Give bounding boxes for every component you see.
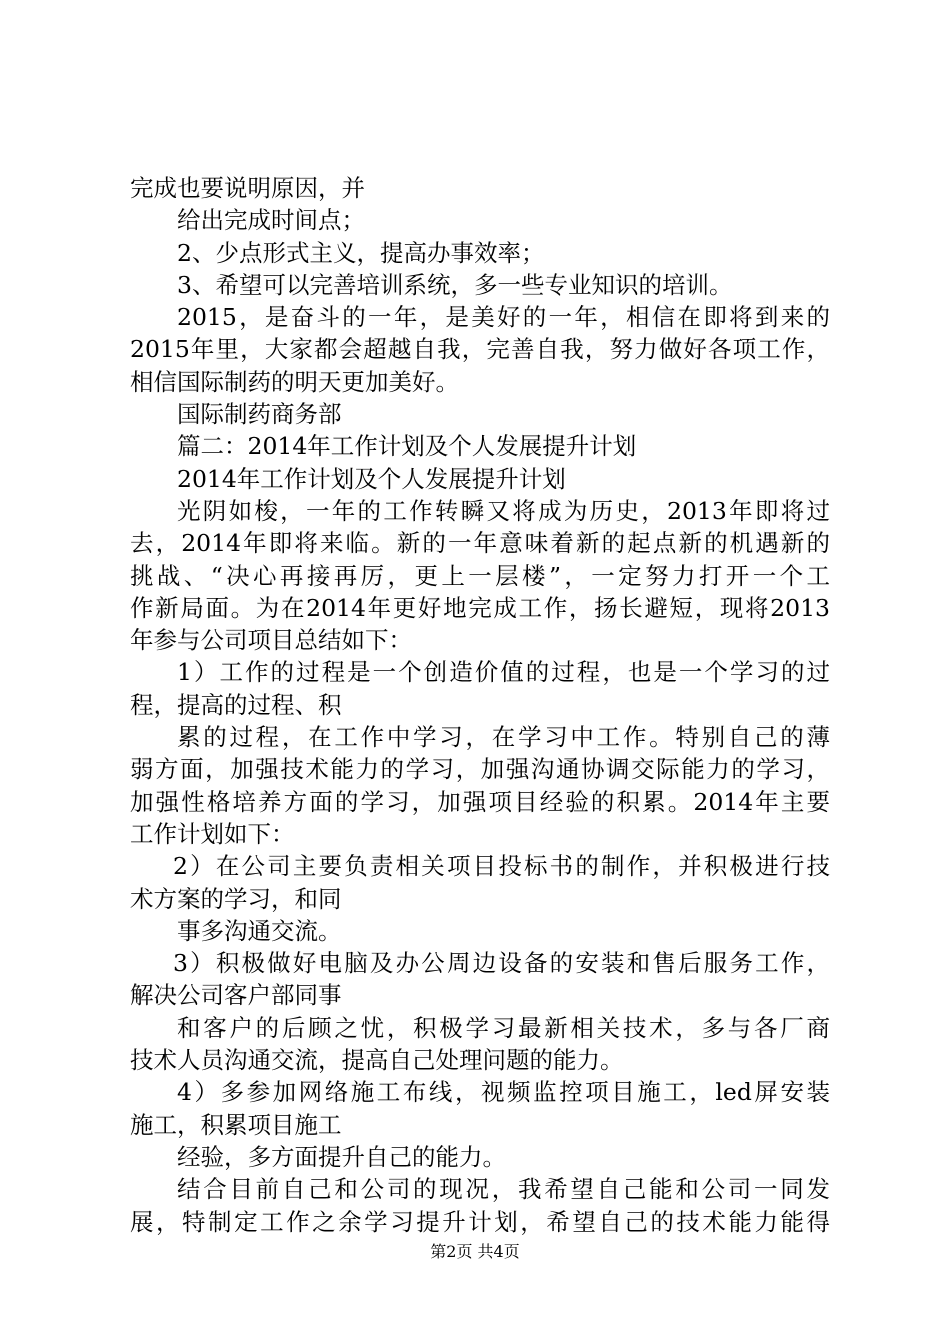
text-line: 解决公司客户部同事 xyxy=(130,981,342,1010)
text-line: 4）多参加网络施工布线，视频监控项目施工，led屏安装 xyxy=(177,1078,830,1107)
text-line: 加强性格培养方面的学习，加强项目经验的积累。2014年主要 xyxy=(130,787,830,816)
text-line: 完成也要说明原因，并 xyxy=(130,174,365,202)
text-line: 累的过程，在工作中学习，在学习中工作。特别自己的薄 xyxy=(177,723,830,752)
text-line: 和客户的后顾之忧，积极学习最新相关技术，多与各厂商 xyxy=(177,1013,830,1042)
text-line: 2014年工作计划及个人发展提升计划 xyxy=(177,464,566,493)
text-line: 篇二：2014年工作计划及个人发展提升计划 xyxy=(177,432,637,461)
text-line: 作新局面。为在2014年更好地完成工作，扬长避短，现将2013 xyxy=(130,593,830,622)
text-line: 程，提高的过程、积 xyxy=(130,690,342,719)
text-line: 2）在公司主要负责相关项目投标书的制作，并积极进行技 xyxy=(173,852,830,881)
text-line: 施工，积累项目施工 xyxy=(130,1110,342,1139)
document-body xyxy=(130,172,830,1238)
text-line: 去，2014年即将来临。新的一年意味着新的起点新的机遇新的 xyxy=(130,529,830,558)
text-line: 展，特制定工作之余学习提升计划，希望自己的技术能力能得 xyxy=(130,1207,830,1236)
text-line: 3、希望可以完善培训系统，多一些专业知识的培训。 xyxy=(177,270,733,299)
text-line: 国际制药商务部 xyxy=(177,400,342,429)
text-line: 2015，是奋斗的一年，是美好的一年，相信在即将到来的 xyxy=(177,303,830,332)
text-line: 1）工作的过程是一个创造价值的过程，也是一个学习的过 xyxy=(177,658,830,687)
text-line: 结合目前自己和公司的现况，我希望自己能和公司一同发 xyxy=(177,1175,830,1204)
text-line: 年参与公司项目总结如下： xyxy=(130,626,412,655)
text-line: 术方案的学习，和同 xyxy=(130,884,342,913)
text-line: 相信国际制药的明天更加美好。 xyxy=(130,367,459,396)
text-line: 光阴如梭，一年的工作转瞬又将成为历史，2013年即将过 xyxy=(177,496,830,525)
text-line: 2015年里，大家都会超越自我，完善自我，努力做好各项工作， xyxy=(130,335,830,364)
text-line: 给出完成时间点； xyxy=(177,206,365,235)
text-line: 工作计划如下： xyxy=(130,819,295,848)
page-number: 第2页 共4页 xyxy=(430,1242,520,1261)
text-line: 挑战、“决心再接再厉，更上一层楼”，一定努力打开一个工 xyxy=(130,561,830,590)
text-line: 经验，多方面提升自己的能力。 xyxy=(177,1142,506,1171)
text-line: 3）积极做好电脑及办公周边设备的安装和售后服务工作， xyxy=(173,949,830,978)
text-line: 2、少点形式主义，提高办事效率； xyxy=(177,238,545,267)
text-line: 弱方面，加强技术能力的学习，加强沟通协调交际能力的学习， xyxy=(130,755,830,784)
text-line: 事多沟通交流。 xyxy=(177,916,342,945)
text-line: 技术人员沟通交流，提高自己处理问题的能力。 xyxy=(130,1046,624,1075)
